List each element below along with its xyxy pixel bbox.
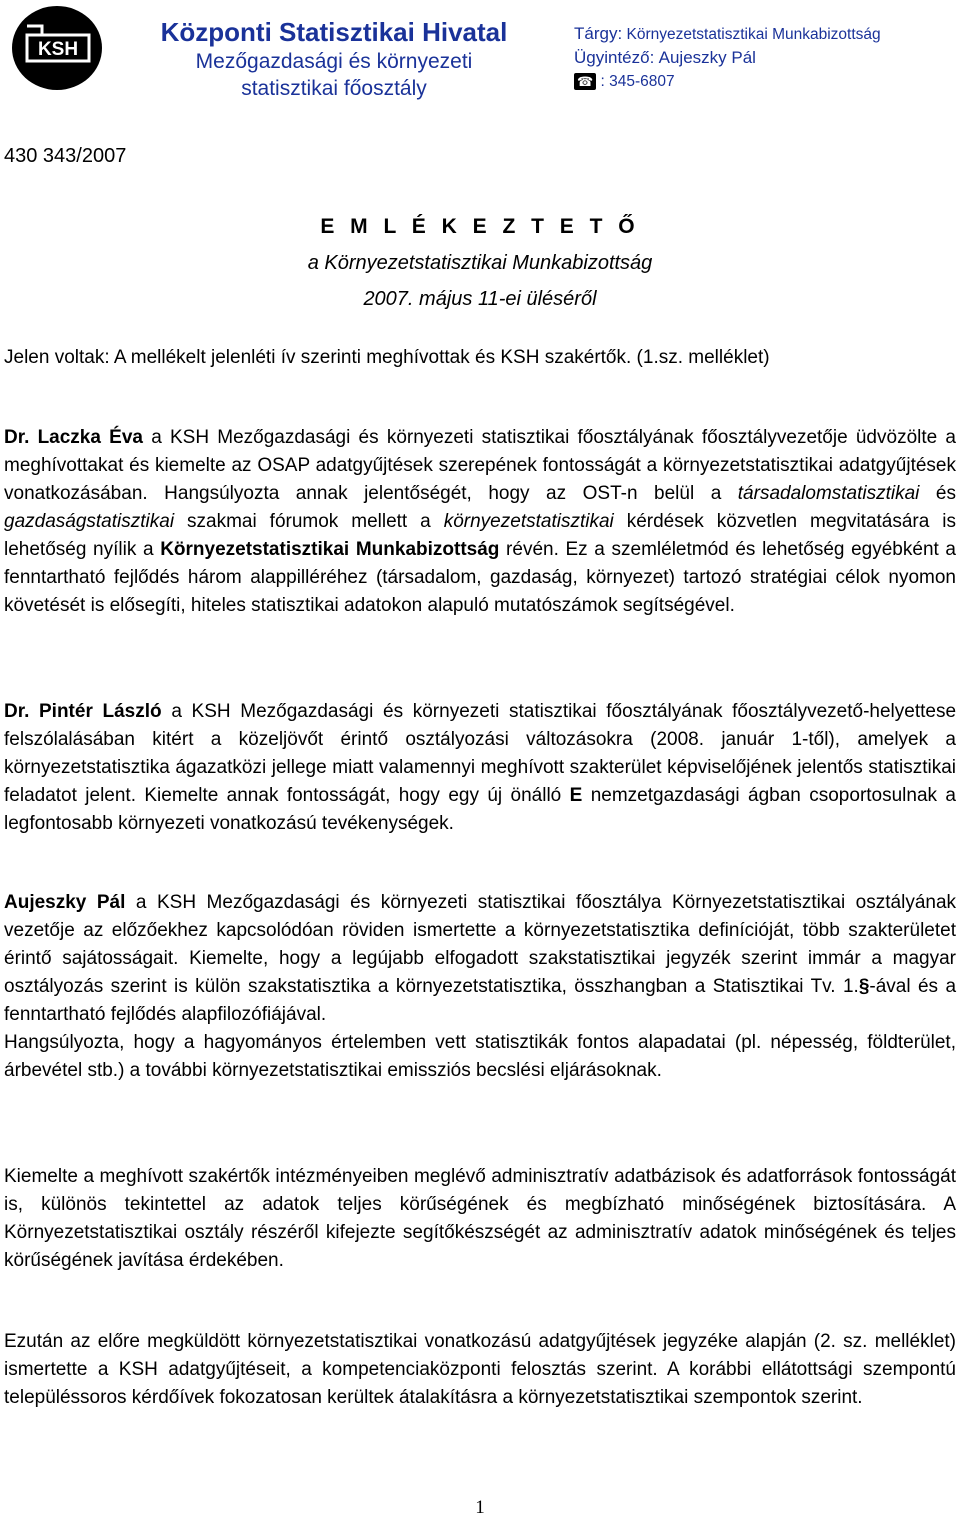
paragraph-pinter: Dr. Pintér László a KSH Mezőgazdasági és környezeti statisztikai főosztályának főosztályvezető-helyettese felszólalásában kitért a közeljövőt érintő osztályozási változásokra (2008. január 1-től), amelyek a környezetstatisztika ágazatközi jellege miatt valamennyi meghívott szakterület képviselőjének jelentős statisztikai feladatot jelent. Kiemelte annak fontosságát, hogy egy új önálló E nemzetgazdasági ágban csoportosulnak a legfontosabb környezeti vonatkozású tevékenységek. [4,701,957,834]
ksh-logo [10,4,104,92]
subject-line [574,22,881,46]
speaker-name: Dr. Pintér László [4,701,162,722]
telephone-icon: ☎ [574,73,596,90]
speaker-name: Aujeszky Pál [4,892,126,913]
paragraph-data-collections: Ezután az előre megküldött környezetstatisztikai vonatkozású adatgyűjtések jegyzéke alapján (2. sz. melléklet) ismertette a KSH adatgyűjtéseit, a kompetenciaközponti felosztás szerint. A korábbi ellátottsági szempontú településsoros kérdőívek fokozatosan kerültek átalakításra a környezetstatisztikai szempontok szerint. [4,1331,956,1408]
org-dept-line1: Mezőgazdasági és környezeti [195,50,473,73]
phone-line [574,70,881,93]
meta-block [574,22,881,93]
title-date: 2007. május 11-ei üléséről [363,288,597,310]
paragraph-laczka: Dr. Laczka Éva a KSH Mezőgazdasági és környezeti statisztikai főosztályának főosztályvezetője üdvözölte a meghívottakat és kiemelte az OSAP adatgyűjtések szerepének fontosságát a környezetstatisztikai adatgyűjtések vonatkozásában. Hangsúlyozta annak jelentőségét, hogy az OST-n belül a társadalomstatisztikai és gazdaságstatisztikai szakmai fórumok mellett a környezetstatisztikai kérdések közvetlen megvitatására is lehetőség nyílik a Környezetstatisztikai Munkabizottság révén. Ez a szemléletmód és lehetőség egyébként a fenntartható fejlődés három alappilléréhez (társadalom, gazdaság, környezet) tartozó stratégiai célok nyomon követését is elősegíti, hiteles statisztikai adatokon alapuló mutatószámok segítségével. [4,427,957,616]
phone-value: : 345-6807 [600,73,675,90]
organization-block [114,16,554,102]
org-name: Központi Statisztikai Hivatal [160,17,508,47]
subject-value: Környezetstatisztikai Munkabizottság [626,26,881,43]
paragraph-aujeszky: Aujeszky Pál a KSH Mezőgazdasági és környezeti statisztikai főosztálya Környezetstatisztikai osztályának vezetője az előzőekhez kapcsolódóan röviden ismertette a környezetstatisztika definícióját, több szakterületet érintő sajátosságait. Kiemelte, hogy a legújabb elfogadott szakstatisztikai jegyzék szerint immár a magyar osztályozás szerint is külön szakstatisztika a környezetstatisztika, összhangban a Statisztikai Tv. 1.§-ával és a fenntartható fejlődés alapfilozófiájával. Hangsúlyozta, hogy a hagyományos értelemben vett statisztikák fontos alapadatai (pl. népesség, földterület, árbevétel stb.) a további környezetstatisztikai emissziós becslési eljárásoknak. [4,892,957,1081]
org-dept-line2: statisztikai főosztály [241,77,427,100]
handler-label: Ügyintéző: [574,48,655,67]
speaker-name: Dr. Laczka Éva [4,427,143,448]
title-subject: a Környezetstatisztikai Munkabizottság [307,252,653,274]
handler-line [574,46,881,70]
paragraph-databases: Kiemelte a meghívott szakértők intézményeiben meglévő adminisztratív adatbázisok és adatforrások fontosságát is, különös tekintettel az adatok teljes körűségének és megbízható minőségének biztosítására. A Környezetstatisztikai osztály részéről kifejezte segítőkészségét az adminisztratív adatok minőségének és teljes körűségének javítása érdekében. [4,1166,956,1271]
subject-label: Tárgy: [574,24,623,43]
attendance-paragraph: Jelen voltak: A mellékelt jelenléti ív szerinti meghívottak és KSH szakértők. (1.sz. melléklet) [4,347,770,368]
document-title: E M L É K E Z T E T Ő [320,215,640,238]
page-number: 1 [475,1497,485,1518]
reference-number: 430 343/2007 [4,145,127,167]
section-sign: § [858,976,870,997]
handler-value: Aujeszky Pál [658,48,756,67]
logo-text: KSH [37,39,79,60]
